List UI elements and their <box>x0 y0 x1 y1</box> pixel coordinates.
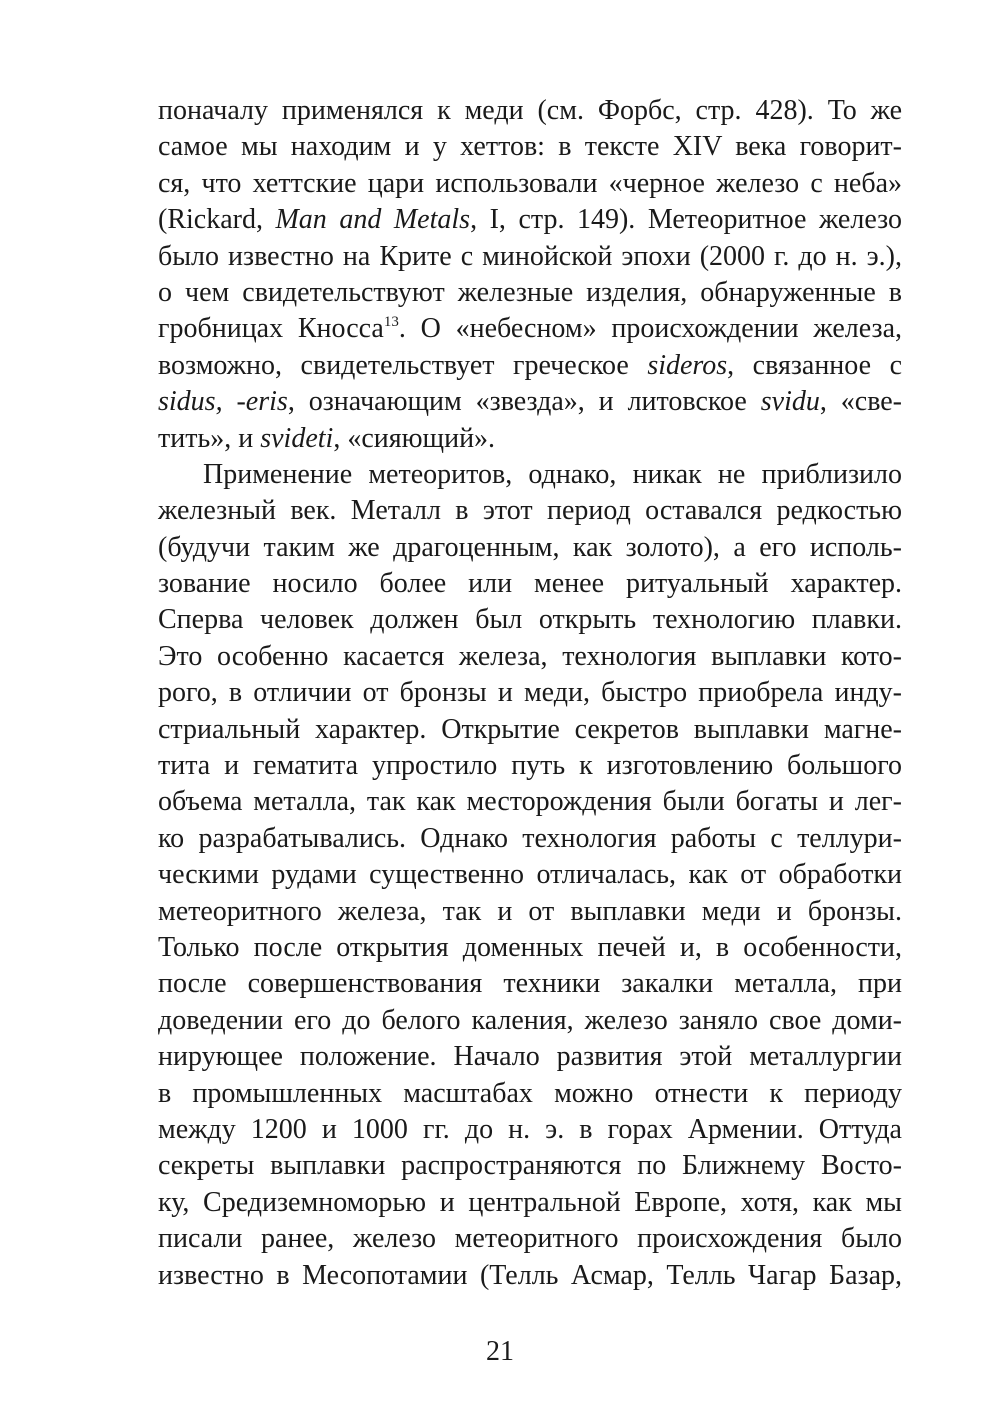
text-line <box>158 421 902 457</box>
text-segment: , означающим «звезда», и литовское <box>287 386 761 418</box>
paragraph-1 <box>158 93 902 457</box>
text-line <box>158 384 902 420</box>
text-segment: , связанное с <box>727 349 903 381</box>
text-segment: (Rickard, <box>158 204 276 236</box>
footnote-marker[interactable]: 13 <box>383 314 399 331</box>
book-title: Man and Metals <box>275 204 471 236</box>
text-line: после совершенствования техники закалки металла, при <box>158 968 902 1000</box>
foreign-word: sidus, -eris <box>158 386 288 418</box>
text-line: рого, в отличии от бронзы и меди, быстро приобрела инду- <box>158 677 902 709</box>
foreign-word: sideros <box>647 349 728 381</box>
text-line: о чем свидетельствуют железные изделия, обнаруженные в <box>158 276 902 308</box>
text-line: секреты выплавки распространяются по Ближнему Восто- <box>158 1150 902 1182</box>
text-line: зование носило более или менее ритуальный характер. <box>158 568 902 600</box>
foreign-word: svideti <box>260 422 334 454</box>
text-line: писали ранее, железо метеоритного происхождения было <box>158 1223 902 1255</box>
text-segment: , I, стр. 149). Метеоритное железо <box>470 204 902 236</box>
text-line: было известно на Крите с минойской эпохи (2000 г. до н. э.), <box>158 240 902 272</box>
text-line: тита и гематита упростило путь к изготовлению большого <box>158 750 902 782</box>
text-line: Только после открытия доменных печей и, в особенности, <box>158 931 902 963</box>
text-line: объема металла, так как месторождения были богаты и лег- <box>158 786 902 818</box>
text-line: нирующее положение. Начало развития этой металлургии <box>158 1041 902 1073</box>
text-line: в промышленных масштабах можно отнести к периоду <box>158 1077 902 1109</box>
foreign-word: svidu <box>760 386 820 418</box>
text-line: стриальный характер. Открытие секретов выплавки магне- <box>158 713 902 745</box>
text-line: между 1200 и 1000 гг. до н. э. в горах Армении. Оттуда <box>158 1113 902 1145</box>
text-segment: гробницах Кносса <box>158 313 384 345</box>
text-line: метеоритного железа, так и от выплавки меди и бронзы. <box>158 895 902 927</box>
text-line <box>158 348 902 384</box>
text-line: поначалу применялся к меди (см. Форбс, стр. 428). То же <box>158 95 902 126</box>
text-line: доведении его до белого каления, железо заняло свое доми- <box>158 1004 902 1036</box>
text-line: Применение метеоритов, однако, никак не приблизило <box>203 458 902 490</box>
text-line <box>158 311 902 347</box>
text-line: самое мы находим и у хеттов: в тексте XIV века говорит- <box>158 131 902 163</box>
page-number: 21 <box>486 1336 514 1367</box>
text-line: железный век. Металл в этот период оставался редкостью <box>158 495 902 527</box>
text-line: ко разрабатывались. Однако технология работы с теллури- <box>158 822 902 854</box>
text-line: ку, Средиземноморью и центральной Европе, хотя, как мы <box>158 1186 902 1218</box>
text-line: (будучи таким же драгоценным, как золото), а его исполь- <box>158 531 902 563</box>
text-segment: , «сияющий». <box>333 422 496 454</box>
text-line: Это особенно касается железа, технология выплавки кото- <box>158 640 902 672</box>
text-line: Сперва человек должен был открыть технологию плавки. <box>158 604 902 636</box>
paragraph-2 <box>158 457 902 1294</box>
page-body <box>158 93 902 1294</box>
text-line: известно в Месопотамии (Телль Асмар, Телль Чагар Базар, <box>158 1259 902 1291</box>
text-line <box>158 202 902 238</box>
text-line: ческими рудами существенно отличалась, как от обработки <box>158 859 902 891</box>
text-segment: тить», и <box>158 422 261 454</box>
text-line: ся, что хеттские цари использовали «черное железо с неба» <box>158 167 902 199</box>
text-segment: , «све- <box>819 386 902 418</box>
text-segment: возможно, свидетельствует греческое <box>158 349 648 381</box>
text-segment: . О «небесном» происхождении железа, <box>398 313 903 345</box>
